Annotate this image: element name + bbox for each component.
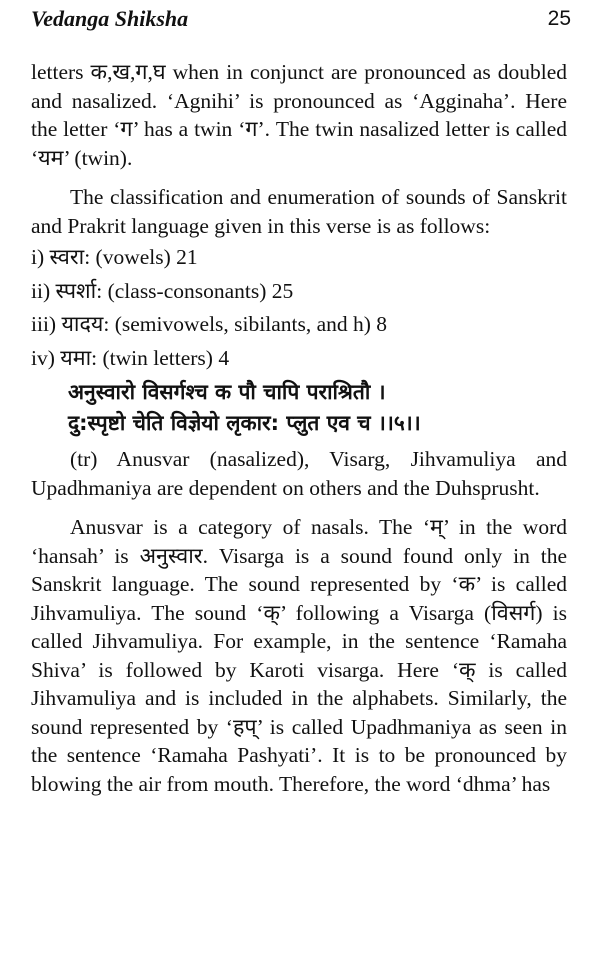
sanskrit-verse	[31, 377, 567, 439]
list-item: ii) स्पर्शा: (class-consonants) 25	[31, 278, 294, 303]
running-title: Vedanga Shiksha	[31, 6, 189, 31]
page-number: 25	[547, 7, 571, 30]
page-body	[31, 58, 567, 798]
paragraph-gap	[31, 172, 567, 183]
paragraph-conjunct-letters: letters क,ख,ग,घ when in conjunct are pronounced as doubled and nasalized. ‘Agnihi’ is pronounced as ‘Agginaha’. Here the letter ‘ग’ has a twin ‘ग’. The twin nasalized letter is called ‘यम’ (twin).	[31, 60, 567, 170]
verse-line: अनुस्वारो विसर्गश्च क पौ चापि पराश्रितौ ।	[68, 380, 386, 404]
paragraph-classification-intro: The classification and enumeration of sounds of Sanskrit and Prakrit language given in this verse is as follows:	[31, 185, 567, 238]
list-item: i) स्वरा: (vowels) 21	[31, 245, 198, 269]
running-header	[31, 4, 571, 36]
paragraph-anusvar-explanation: Anusvar is a category of nasals. The ‘म्’ in the word ‘hansah’ is अनुस्वार. Visarga is a sound found only in the Sanskrit language. The sound represented by ‘क’ is called Jihvamuliya. The sound ‘क्’ following a Visarga (विसर्ग) is called Jihvamuliya. For example, in the sentence ‘Ramaha Shiva’ is followed by Karoti visarga. Here ‘क् is called Jihvamuliya and is included in the alphabets. Similarly, the sound represented by ‘हप्’ is called Upadhmaniya as seen in the sentence ‘Ramaha Pashyati’. It is to be pronounced by blowing the air from mouth. Therefore, the word ‘dhma’ has	[31, 515, 567, 796]
paragraph-translation: (tr) Anusvar (nasalized), Visarg, Jihvamuliya and Upadhmaniya are dependent on others and the Duhsprusht.	[31, 447, 567, 500]
sound-classification-list	[31, 243, 567, 372]
paragraph-gap	[31, 502, 567, 513]
list-item: iii) यादय: (semivowels, sibilants, and h) 8	[31, 312, 388, 336]
list-item: iv) यमा: (twin letters) 4	[31, 345, 230, 370]
verse-line: दु:स्पृष्टो चेति विज्ञेयो लृकार: प्लुत एव च ।।५।।	[68, 411, 421, 435]
